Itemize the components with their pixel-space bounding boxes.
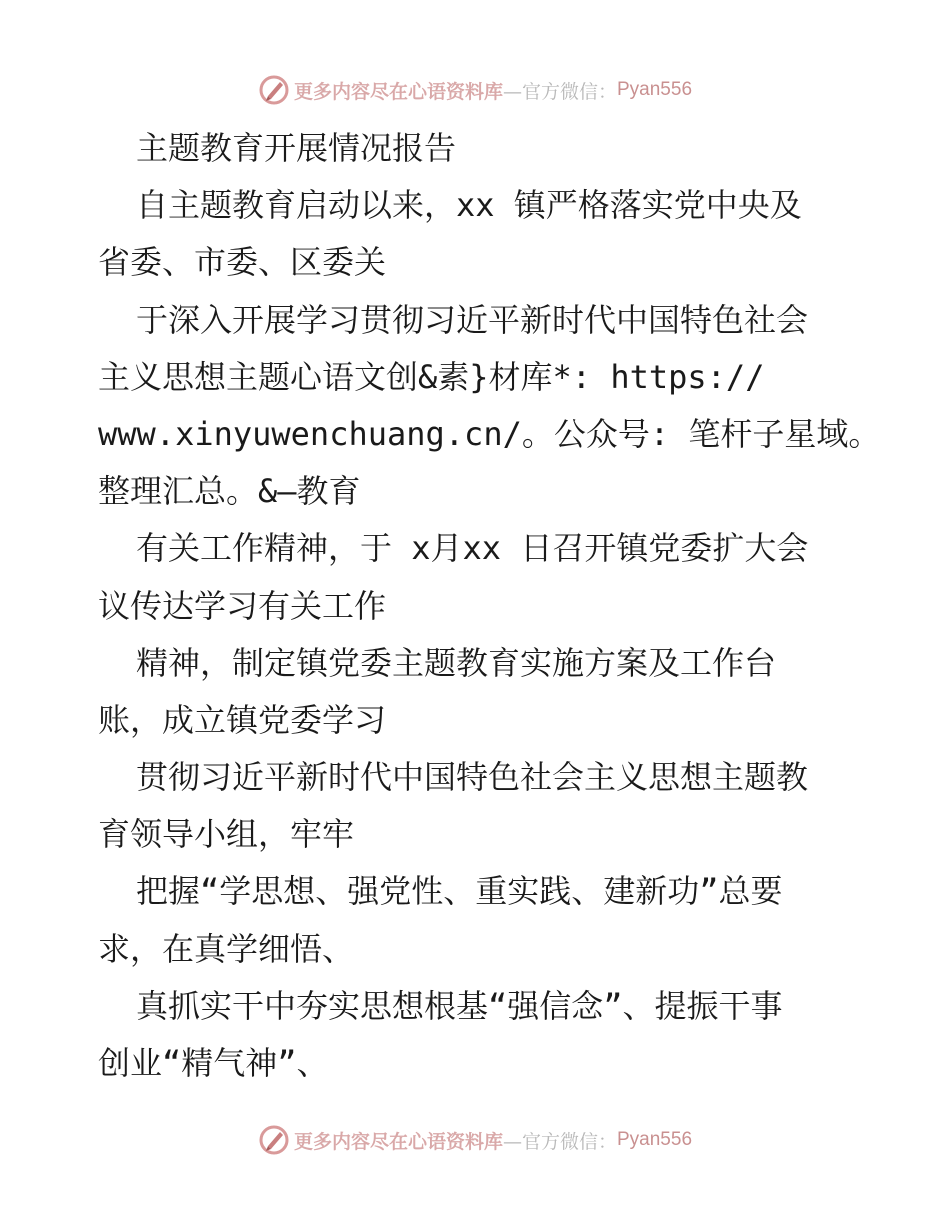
text-line: 议传达学习有关工作 xyxy=(98,586,387,625)
watermark-header xyxy=(0,70,950,110)
text-line: 有关工作精神，于 x月xx 日召开镇党委扩大会 xyxy=(136,529,809,568)
text-line: 账，成立镇党委学习 xyxy=(98,700,387,739)
pen-logo-icon xyxy=(258,1124,290,1156)
text-line: 贯彻习近平新时代中国特色社会主义思想主题教 xyxy=(136,758,809,797)
text-line: 自主题教育启动以来，xx 镇严格落实党中央及 xyxy=(136,186,802,225)
text-line: 把握“学思想、强党性、重实践、建新功”总要 xyxy=(136,872,783,911)
text-line: 精神，制定镇党委主题教育实施方案及工作台 xyxy=(136,643,777,682)
pen-logo-icon xyxy=(258,74,290,106)
watermark-wechat-id: Pyan556 xyxy=(617,1129,693,1150)
text-line: 求，在真学细悟、 xyxy=(98,929,355,968)
text-line: 主义思想主题心语文创&素}材库*: https:// xyxy=(98,357,765,396)
text-line: 育领导小组，牢牢 xyxy=(98,815,355,854)
document-body xyxy=(98,120,881,1092)
watermark-footer xyxy=(0,1120,950,1160)
watermark-main-text: 更多内容尽在心语资料库 xyxy=(293,1130,503,1153)
text-line: 整理汇总。&—教育 xyxy=(98,472,361,511)
watermark-sub-text: —官方微信： xyxy=(502,1130,617,1153)
watermark-wechat-id: Pyan556 xyxy=(617,79,693,100)
text-line: 于深入开展学习贯彻习近平新时代中国特色社会 xyxy=(136,300,809,339)
text-line: 创业“精气神”、 xyxy=(98,1044,329,1082)
watermark-main-text: 更多内容尽在心语资料库 xyxy=(293,80,503,103)
text-line: 省委、市委、区委关 xyxy=(98,243,387,282)
watermark-sub-text: —官方微信： xyxy=(502,80,617,103)
text-line: 主题教育开展情况报告 xyxy=(136,129,457,167)
text-line: www.xinyuwenchuang.cn/。公众号: 笔杆子星域。 xyxy=(98,414,881,453)
text-line: 真抓实干中夯实思想根基“强信念”、提振干事 xyxy=(136,986,783,1025)
